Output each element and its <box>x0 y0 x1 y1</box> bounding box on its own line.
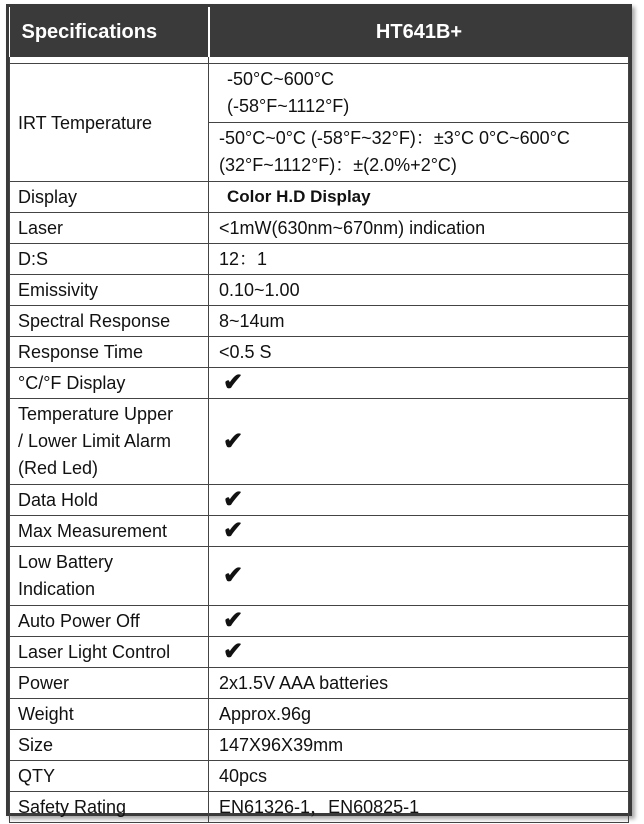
emissivity-label: Emissivity <box>10 275 209 306</box>
spectral-label: Spectral Response <box>10 306 209 337</box>
laser-control-check-icon: ✔ <box>209 637 629 668</box>
response-label: Response Time <box>10 337 209 368</box>
row-size <box>10 730 629 761</box>
low-battery-label-line1: Low Battery <box>18 552 114 572</box>
ds-value: 12：1 <box>209 244 629 275</box>
laser-label: Laser <box>10 213 209 244</box>
header-specifications: Specifications <box>10 7 209 57</box>
row-max <box>10 516 629 547</box>
auto-off-check-icon: ✔ <box>209 606 629 637</box>
low-battery-check-icon: ✔ <box>209 547 629 606</box>
size-label: Size <box>10 730 209 761</box>
row-alarm <box>10 399 629 485</box>
safety-value: EN61326-1，EN60825-1 <box>209 792 629 823</box>
safety-label: Safety Rating <box>10 792 209 823</box>
header-row <box>10 7 629 57</box>
emissivity-value: 0.10~1.00 <box>209 275 629 306</box>
irt-range <box>209 64 629 123</box>
irt-range-f: (-58°F~1112°F) <box>227 96 350 116</box>
weight-value: Approx.96g <box>209 699 629 730</box>
size-value: 147X96X39mm <box>209 730 629 761</box>
power-value: 2x1.5V AAA batteries <box>209 668 629 699</box>
cf-display-label: °C/°F Display <box>10 368 209 399</box>
row-laser <box>10 213 629 244</box>
row-laser-control <box>10 637 629 668</box>
display-value <box>209 182 629 213</box>
irt-accuracy-line2: (32°F~1112°F)：±(2.0%+2°C) <box>219 155 457 175</box>
spec-table-frame <box>6 4 632 816</box>
laser-value: <1mW(630nm~670nm) indication <box>209 213 629 244</box>
qty-label: QTY <box>10 761 209 792</box>
qty-value: 40pcs <box>209 761 629 792</box>
laser-control-label: Laser Light Control <box>10 637 209 668</box>
row-weight <box>10 699 629 730</box>
data-hold-label: Data Hold <box>10 485 209 516</box>
max-label: Max Measurement <box>10 516 209 547</box>
display-label: Display <box>10 182 209 213</box>
alarm-check-icon: ✔ <box>209 399 629 485</box>
row-safety <box>10 792 629 823</box>
irt-label: IRT Temperature <box>10 64 209 182</box>
header-model: HT641B+ <box>209 7 629 57</box>
data-hold-check-icon: ✔ <box>209 485 629 516</box>
display-value-text: Color H.D Display <box>227 187 371 206</box>
row-display <box>10 182 629 213</box>
response-value: <0.5 S <box>209 337 629 368</box>
auto-off-label: Auto Power Off <box>10 606 209 637</box>
max-check-icon: ✔ <box>209 516 629 547</box>
irt-range-c: -50°C~600°C <box>227 69 334 89</box>
row-low-battery <box>10 547 629 606</box>
irt-accuracy-line1: -50°C~0°C (-58°F~32°F)：±3°C 0°C~600°C <box>219 128 570 148</box>
row-power <box>10 668 629 699</box>
irt-accuracy <box>209 123 629 182</box>
row-emissivity <box>10 275 629 306</box>
alarm-label-line3: (Red Led) <box>18 458 99 478</box>
spec-table <box>9 7 629 823</box>
row-qty <box>10 761 629 792</box>
row-response <box>10 337 629 368</box>
low-battery-label-line2: Indication <box>18 579 96 599</box>
row-cf-display <box>10 368 629 399</box>
low-battery-label <box>10 547 209 606</box>
row-auto-off <box>10 606 629 637</box>
row-spectral <box>10 306 629 337</box>
alarm-label-line2: / Lower Limit Alarm <box>18 431 172 451</box>
cf-display-check-icon: ✔ <box>209 368 629 399</box>
spectral-value: 8~14um <box>209 306 629 337</box>
row-irt-range <box>10 64 629 123</box>
alarm-label-line1: Temperature Upper <box>18 404 174 424</box>
ds-label: D:S <box>10 244 209 275</box>
alarm-label <box>10 399 209 485</box>
power-label: Power <box>10 668 209 699</box>
weight-label: Weight <box>10 699 209 730</box>
row-data-hold <box>10 485 629 516</box>
row-ds <box>10 244 629 275</box>
